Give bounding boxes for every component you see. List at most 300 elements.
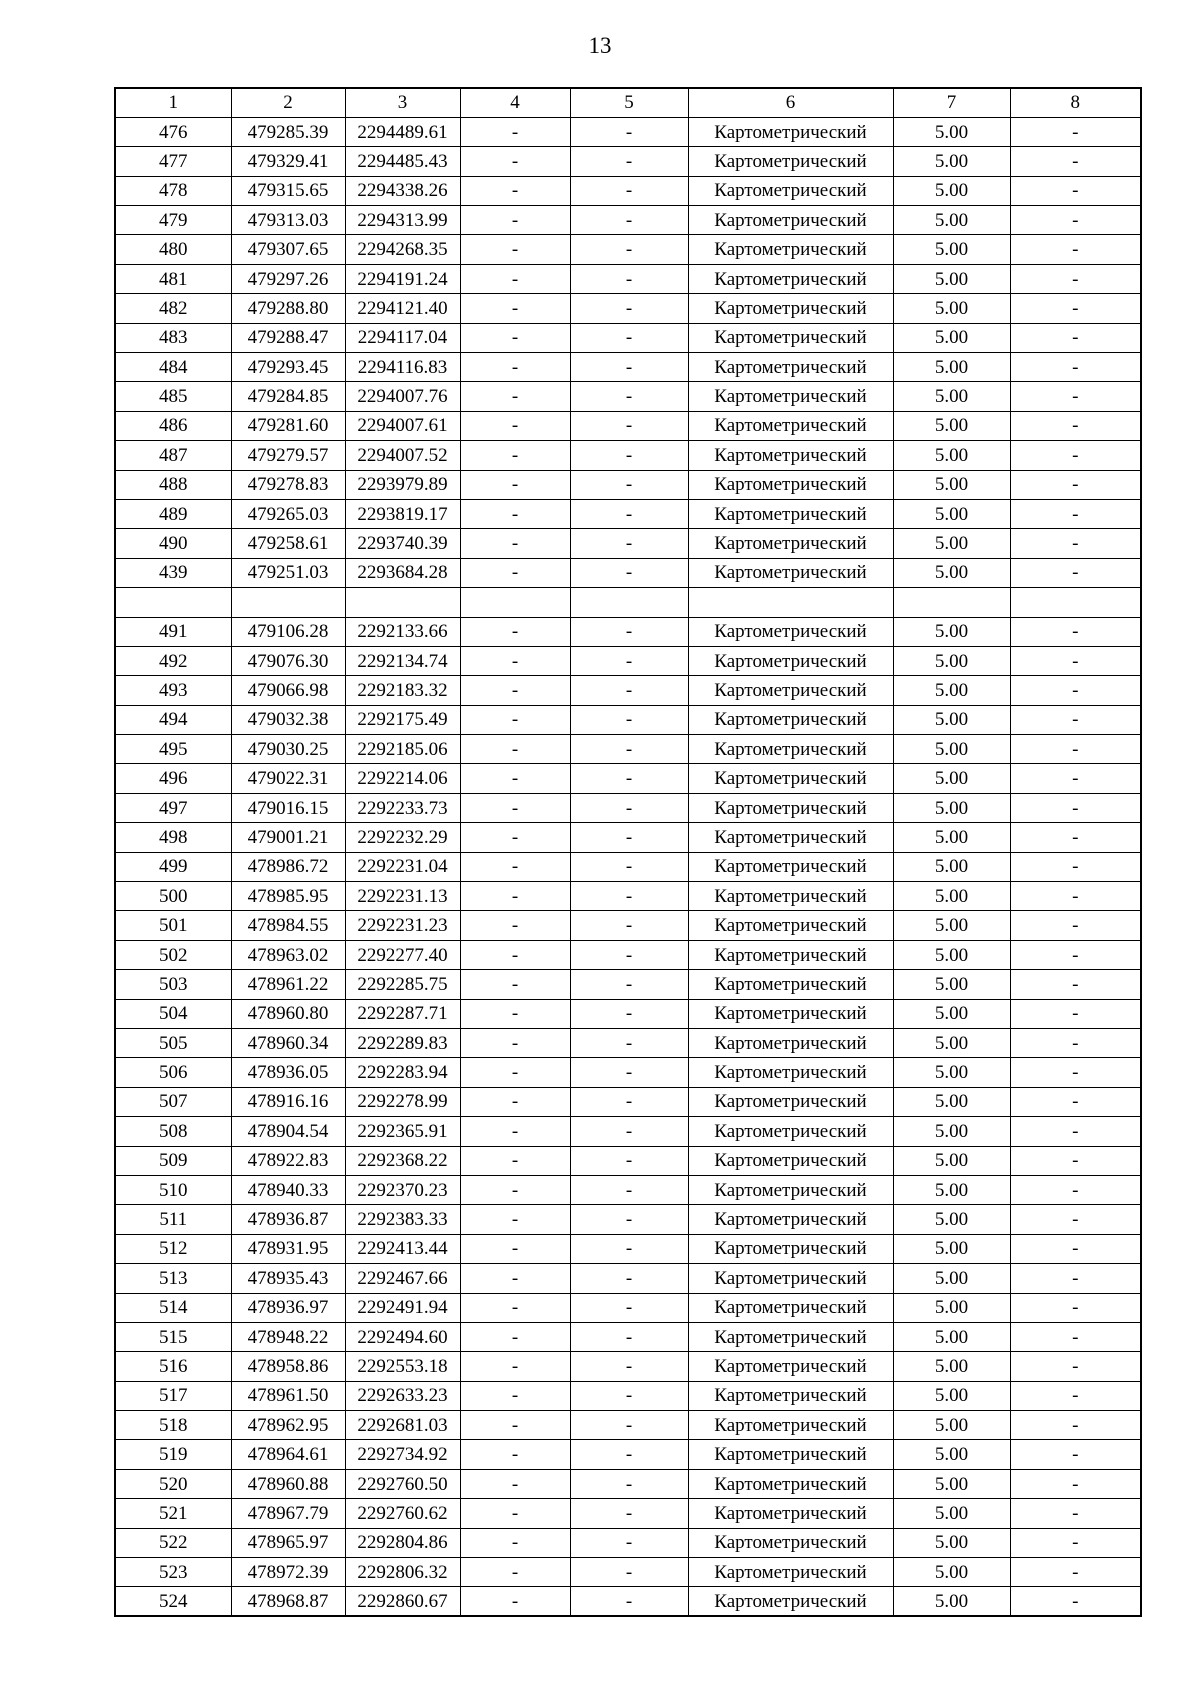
table-row <box>115 117 1141 146</box>
table-cell-col-1: 503 <box>115 970 231 999</box>
table-cell-col-1: 520 <box>115 1469 231 1498</box>
table-cell-col-5: - <box>570 1058 688 1087</box>
table-cell-col-1: 499 <box>115 852 231 881</box>
table-cell-col-3: 2292278.99 <box>345 1087 460 1116</box>
table-cell-col-7: 5.00 <box>893 882 1010 911</box>
table-cell-col-1: 509 <box>115 1146 231 1175</box>
table-cell-col-8: - <box>1010 529 1141 558</box>
table-cell-col-7: 5.00 <box>893 646 1010 675</box>
table-cell-col-4: - <box>460 1528 570 1557</box>
table-cell-col-5: - <box>570 558 688 587</box>
table-cell-col-3: 2294007.52 <box>345 441 460 470</box>
table-row <box>115 852 1141 881</box>
column-header-4: 4 <box>460 88 570 117</box>
table-cell-col-2: 478904.54 <box>231 1117 345 1146</box>
table-cell-col-6: Картометрический <box>688 1558 893 1587</box>
table-cell-col-4: - <box>460 235 570 264</box>
table-cell-col-1: 516 <box>115 1352 231 1381</box>
table-cell-col-6: Картометрический <box>688 558 893 587</box>
table-cell-col-8: - <box>1010 411 1141 440</box>
table-cell-col-8: - <box>1010 764 1141 793</box>
table-cell-col-1: 477 <box>115 147 231 176</box>
table-cell-col-5: - <box>570 1146 688 1175</box>
table-cell-col-3: 2292214.06 <box>345 764 460 793</box>
table-cell-col-1: 506 <box>115 1058 231 1087</box>
table-cell-col-5: - <box>570 264 688 293</box>
table-cell-col-5: - <box>570 1352 688 1381</box>
table-cell-col-4: - <box>460 1234 570 1263</box>
table-cell-col-7: 5.00 <box>893 235 1010 264</box>
table-cell-col-4: - <box>460 117 570 146</box>
table-cell-col-2: 478964.61 <box>231 1440 345 1469</box>
table-cell-col-8: - <box>1010 441 1141 470</box>
table-cell-col-2: 479281.60 <box>231 411 345 440</box>
table-cell-col-7: 5.00 <box>893 1322 1010 1351</box>
table-cell-col-1: 476 <box>115 117 231 146</box>
table-row <box>115 1322 1141 1351</box>
table-cell-col-4: - <box>460 646 570 675</box>
table-cell-col-1: 508 <box>115 1117 231 1146</box>
table-cell-col-8: - <box>1010 294 1141 323</box>
table-cell-col-8: - <box>1010 1029 1141 1058</box>
table-cell-col-3: 2294007.61 <box>345 411 460 440</box>
table-cell-col-2: 478965.97 <box>231 1528 345 1557</box>
table-cell-col-4: - <box>460 1352 570 1381</box>
table-cell-col-6: Картометрический <box>688 235 893 264</box>
table-row <box>115 1411 1141 1440</box>
table-cell-col-2: 478972.39 <box>231 1558 345 1587</box>
table-cell-col-2 <box>231 588 345 617</box>
table-cell-col-6: Картометрический <box>688 764 893 793</box>
table-cell-col-1: 504 <box>115 999 231 1028</box>
table-cell-col-6: Картометрический <box>688 353 893 382</box>
table-cell-col-2: 479001.21 <box>231 823 345 852</box>
table-row <box>115 970 1141 999</box>
table-cell-col-3: 2292287.71 <box>345 999 460 1028</box>
table-cell-col-7: 5.00 <box>893 793 1010 822</box>
table-cell-col-3: 2292491.94 <box>345 1293 460 1322</box>
table-cell-col-2: 479293.45 <box>231 353 345 382</box>
table-cell-col-6: Картометрический <box>688 1381 893 1410</box>
table-row <box>115 411 1141 440</box>
column-header-3: 3 <box>345 88 460 117</box>
table-cell-col-5: - <box>570 970 688 999</box>
table-cell-col-6: Картометрический <box>688 1146 893 1175</box>
table-cell-col-5: - <box>570 441 688 470</box>
table-cell-col-5: - <box>570 999 688 1028</box>
table-cell-col-6: Картометрический <box>688 117 893 146</box>
column-header-8: 8 <box>1010 88 1141 117</box>
table-cell-col-4: - <box>460 1322 570 1351</box>
table-cell-col-7: 5.00 <box>893 1146 1010 1175</box>
table-cell-col-3: 2292553.18 <box>345 1352 460 1381</box>
table-cell-col-3: 2294489.61 <box>345 117 460 146</box>
table-cell-col-6: Картометрический <box>688 499 893 528</box>
table-cell-col-6: Картометрический <box>688 1352 893 1381</box>
table-cell-col-8: - <box>1010 735 1141 764</box>
table-row <box>115 1381 1141 1410</box>
table-cell-col-5: - <box>570 470 688 499</box>
table-cell-col-7: 5.00 <box>893 264 1010 293</box>
table-cell-col-7: 5.00 <box>893 999 1010 1028</box>
table-cell-col-5: - <box>570 1234 688 1263</box>
table-cell-col-6: Картометрический <box>688 441 893 470</box>
table-row <box>115 940 1141 969</box>
table-cell-col-7 <box>893 588 1010 617</box>
table-cell-col-2: 479066.98 <box>231 676 345 705</box>
table-row <box>115 735 1141 764</box>
table-cell-col-7: 5.00 <box>893 441 1010 470</box>
table-cell-col-8: - <box>1010 1352 1141 1381</box>
table-cell-col-4: - <box>460 1499 570 1528</box>
table-cell-col-6: Картометрический <box>688 147 893 176</box>
table-row <box>115 1087 1141 1116</box>
table-cell-col-2: 479278.83 <box>231 470 345 499</box>
table-cell-col-2: 478961.22 <box>231 970 345 999</box>
table-cell-col-3: 2292175.49 <box>345 705 460 734</box>
table-cell-col-5: - <box>570 411 688 440</box>
table-cell-col-4: - <box>460 323 570 352</box>
table-cell-col-1: 491 <box>115 617 231 646</box>
table-cell-col-7: 5.00 <box>893 323 1010 352</box>
table-row <box>115 1234 1141 1263</box>
table-cell-col-3: 2292467.66 <box>345 1264 460 1293</box>
table-row <box>115 646 1141 675</box>
table-cell-col-4: - <box>460 441 570 470</box>
table-cell-col-2: 478916.16 <box>231 1087 345 1116</box>
table-cell-col-1: 481 <box>115 264 231 293</box>
table-cell-col-4: - <box>460 206 570 235</box>
table-cell-col-7: 5.00 <box>893 1087 1010 1116</box>
table-row <box>115 1352 1141 1381</box>
table-cell-col-1: 480 <box>115 235 231 264</box>
table-cell-col-1: 519 <box>115 1440 231 1469</box>
table-cell-col-5: - <box>570 235 688 264</box>
table-cell-col-5: - <box>570 294 688 323</box>
table-cell-col-3: 2292134.74 <box>345 646 460 675</box>
table-cell-col-8: - <box>1010 646 1141 675</box>
table-cell-col-4: - <box>460 735 570 764</box>
table-cell-col-5: - <box>570 911 688 940</box>
table-cell-col-3: 2292760.50 <box>345 1469 460 1498</box>
table-cell-col-4: - <box>460 1205 570 1234</box>
table-cell-col-6: Картометрический <box>688 793 893 822</box>
table-cell-col-4: - <box>460 1087 570 1116</box>
table-cell-col-5: - <box>570 852 688 881</box>
table-cell-col-5: - <box>570 735 688 764</box>
table-cell-col-2: 479288.80 <box>231 294 345 323</box>
table-cell-col-8: - <box>1010 999 1141 1028</box>
table-row <box>115 499 1141 528</box>
table-cell-col-4: - <box>460 353 570 382</box>
table-cell-col-3: 2292804.86 <box>345 1528 460 1557</box>
table-cell-col-6: Картометрический <box>688 852 893 881</box>
table-cell-col-8: - <box>1010 617 1141 646</box>
header-row <box>115 88 1141 117</box>
table-cell-col-7: 5.00 <box>893 176 1010 205</box>
table-cell-col-5: - <box>570 1322 688 1351</box>
table-cell-col-7: 5.00 <box>893 382 1010 411</box>
table-cell-col-5: - <box>570 117 688 146</box>
table-cell-col-1: 518 <box>115 1411 231 1440</box>
table-cell-col-3: 2292413.44 <box>345 1234 460 1263</box>
table-cell-col-3: 2292633.23 <box>345 1381 460 1410</box>
table-cell-col-3: 2292289.83 <box>345 1029 460 1058</box>
table-cell-col-7: 5.00 <box>893 353 1010 382</box>
table-row <box>115 147 1141 176</box>
table-cell-col-2: 478963.02 <box>231 940 345 969</box>
table-row <box>115 206 1141 235</box>
coordinates-table <box>114 87 1142 1617</box>
table-cell-col-7: 5.00 <box>893 617 1010 646</box>
table-cell-col-4: - <box>460 882 570 911</box>
table-row <box>115 999 1141 1028</box>
table-cell-col-3: 2292231.13 <box>345 882 460 911</box>
table-cell-col-1: 498 <box>115 823 231 852</box>
table-cell-col-1: 510 <box>115 1175 231 1204</box>
table-cell-col-3: 2294268.35 <box>345 235 460 264</box>
table-cell-col-2: 478960.88 <box>231 1469 345 1498</box>
table-cell-col-3: 2293979.89 <box>345 470 460 499</box>
table-cell-col-1: 478 <box>115 176 231 205</box>
table-cell-col-6: Картометрический <box>688 911 893 940</box>
column-header-7: 7 <box>893 88 1010 117</box>
table-cell-col-2: 478962.95 <box>231 1411 345 1440</box>
table-cell-col-3: 2292277.40 <box>345 940 460 969</box>
table-cell-col-4: - <box>460 558 570 587</box>
table-row <box>115 1058 1141 1087</box>
table-cell-col-1: 507 <box>115 1087 231 1116</box>
table-cell-col-6: Картометрический <box>688 1264 893 1293</box>
table-cell-col-7: 5.00 <box>893 1528 1010 1557</box>
table-cell-col-6: Картометрический <box>688 1499 893 1528</box>
table-cell-col-2: 479032.38 <box>231 705 345 734</box>
column-header-6: 6 <box>688 88 893 117</box>
table-cell-col-2: 479258.61 <box>231 529 345 558</box>
table-cell-col-5: - <box>570 1587 688 1616</box>
table-cell-col-5: - <box>570 705 688 734</box>
table-cell-col-7: 5.00 <box>893 1440 1010 1469</box>
table-cell-col-8: - <box>1010 1499 1141 1528</box>
table-cell-col-8: - <box>1010 1205 1141 1234</box>
table-cell-col-2: 479279.57 <box>231 441 345 470</box>
table-row <box>115 1117 1141 1146</box>
table-cell-col-6: Картометрический <box>688 1087 893 1116</box>
table-cell-col-8: - <box>1010 147 1141 176</box>
table-cell-col-6: Картометрический <box>688 264 893 293</box>
table-cell-col-2: 479106.28 <box>231 617 345 646</box>
table-cell-col-8: - <box>1010 1558 1141 1587</box>
table-cell-col-7: 5.00 <box>893 852 1010 881</box>
table-cell-col-3: 2292370.23 <box>345 1175 460 1204</box>
column-header-1: 1 <box>115 88 231 117</box>
table-cell-col-8: - <box>1010 1264 1141 1293</box>
table-cell-col-3: 2294121.40 <box>345 294 460 323</box>
table-cell-col-4: - <box>460 999 570 1028</box>
table-cell-col-7: 5.00 <box>893 1117 1010 1146</box>
table-cell-col-8: - <box>1010 852 1141 881</box>
table-cell-col-5: - <box>570 206 688 235</box>
table-cell-col-2: 478968.87 <box>231 1587 345 1616</box>
table-cell-col-1: 501 <box>115 911 231 940</box>
table-cell-col-2: 479297.26 <box>231 264 345 293</box>
table-cell-col-1: 439 <box>115 558 231 587</box>
table-cell-col-7: 5.00 <box>893 117 1010 146</box>
table-header <box>115 88 1141 117</box>
table-cell-col-4: - <box>460 411 570 440</box>
table-cell-col-8: - <box>1010 206 1141 235</box>
table-cell-col-8: - <box>1010 705 1141 734</box>
table-cell-col-3: 2292133.66 <box>345 617 460 646</box>
table-cell-col-5 <box>570 588 688 617</box>
table-cell-col-4: - <box>460 1264 570 1293</box>
table-cell-col-3: 2294191.24 <box>345 264 460 293</box>
table-cell-col-8: - <box>1010 1528 1141 1557</box>
table-cell-col-8: - <box>1010 558 1141 587</box>
table-cell-col-7: 5.00 <box>893 1587 1010 1616</box>
table-cell-col-8: - <box>1010 1117 1141 1146</box>
table-cell-col-6: Картометрический <box>688 323 893 352</box>
table-cell-col-2: 478922.83 <box>231 1146 345 1175</box>
table-cell-col-3: 2292860.67 <box>345 1587 460 1616</box>
table-cell-col-4: - <box>460 823 570 852</box>
table-cell-col-4: - <box>460 1411 570 1440</box>
table-cell-col-4: - <box>460 1175 570 1204</box>
table-cell-col-4: - <box>460 1558 570 1587</box>
table-cell-col-1: 485 <box>115 382 231 411</box>
table-cell-col-7: 5.00 <box>893 911 1010 940</box>
column-header-5: 5 <box>570 88 688 117</box>
table-cell-col-4: - <box>460 147 570 176</box>
table-cell-col-2: 478958.86 <box>231 1352 345 1381</box>
table-cell-col-6: Картометрический <box>688 176 893 205</box>
table-cell-col-2: 478931.95 <box>231 1234 345 1263</box>
table-cell-col-8: - <box>1010 1322 1141 1351</box>
table-row <box>115 1029 1141 1058</box>
table-row <box>115 1205 1141 1234</box>
table-cell-col-1: 511 <box>115 1205 231 1234</box>
table-cell-col-7: 5.00 <box>893 1234 1010 1263</box>
table-row <box>115 1293 1141 1322</box>
table-cell-col-8: - <box>1010 970 1141 999</box>
table-cell-col-3: 2292232.29 <box>345 823 460 852</box>
table-cell-col-3: 2292283.94 <box>345 1058 460 1087</box>
table-cell-col-3: 2294007.76 <box>345 382 460 411</box>
table-cell-col-7: 5.00 <box>893 1411 1010 1440</box>
table-cell-col-1: 500 <box>115 882 231 911</box>
table-body <box>115 117 1141 1616</box>
table-cell-col-8: - <box>1010 264 1141 293</box>
table-cell-col-3: 2292681.03 <box>345 1411 460 1440</box>
table-cell-col-5: - <box>570 382 688 411</box>
table-cell-col-2: 478961.50 <box>231 1381 345 1410</box>
table-cell-col-4 <box>460 588 570 617</box>
table-cell-col-7: 5.00 <box>893 1058 1010 1087</box>
table-cell-col-8: - <box>1010 1087 1141 1116</box>
table-cell-col-2: 479329.41 <box>231 147 345 176</box>
table-cell-col-3: 2292231.04 <box>345 852 460 881</box>
table-cell-col-8: - <box>1010 1469 1141 1498</box>
table-row <box>115 1264 1141 1293</box>
table-cell-col-5: - <box>570 646 688 675</box>
table-cell-col-1: 505 <box>115 1029 231 1058</box>
table-cell-col-7: 5.00 <box>893 1029 1010 1058</box>
table-cell-col-5: - <box>570 323 688 352</box>
table-cell-col-6: Картометрический <box>688 1058 893 1087</box>
table-cell-col-2: 479076.30 <box>231 646 345 675</box>
table-cell-col-3: 2293740.39 <box>345 529 460 558</box>
table-cell-col-3: 2294116.83 <box>345 353 460 382</box>
table-cell-col-4: - <box>460 676 570 705</box>
table-cell-col-3: 2292185.06 <box>345 735 460 764</box>
table-cell-col-1: 487 <box>115 441 231 470</box>
table-row <box>115 1558 1141 1587</box>
table-cell-col-3: 2294485.43 <box>345 147 460 176</box>
table-cell-col-6: Картометрический <box>688 294 893 323</box>
table-cell-col-3: 2292368.22 <box>345 1146 460 1175</box>
table-cell-col-6: Картометрический <box>688 882 893 911</box>
table-cell-col-6: Картометрический <box>688 999 893 1028</box>
table-cell-col-6: Картометрический <box>688 646 893 675</box>
table-cell-col-6: Картометрический <box>688 823 893 852</box>
table-cell-col-6: Картометрический <box>688 1469 893 1498</box>
table-cell-col-3: 2292365.91 <box>345 1117 460 1146</box>
table-cell-col-4: - <box>460 1440 570 1469</box>
table-cell-col-1: 514 <box>115 1293 231 1322</box>
table-cell-col-7: 5.00 <box>893 411 1010 440</box>
table-cell-col-8: - <box>1010 911 1141 940</box>
table-row <box>115 470 1141 499</box>
table-cell-col-8: - <box>1010 1175 1141 1204</box>
table-cell-col-3: 2292494.60 <box>345 1322 460 1351</box>
table-cell-col-1: 521 <box>115 1499 231 1528</box>
table-cell-col-8: - <box>1010 1293 1141 1322</box>
table-cell-col-4: - <box>460 1117 570 1146</box>
table-cell-col-8: - <box>1010 176 1141 205</box>
table-cell-col-8: - <box>1010 1440 1141 1469</box>
table-cell-col-6: Картометрический <box>688 206 893 235</box>
table-cell-col-1: 524 <box>115 1587 231 1616</box>
table-cell-col-2: 479016.15 <box>231 793 345 822</box>
table-cell-col-7: 5.00 <box>893 499 1010 528</box>
table-row <box>115 1175 1141 1204</box>
table-cell-col-4: - <box>460 970 570 999</box>
table-cell-col-2: 478967.79 <box>231 1499 345 1528</box>
table-cell-col-7: 5.00 <box>893 676 1010 705</box>
table-row <box>115 441 1141 470</box>
table-cell-col-6: Картометрический <box>688 940 893 969</box>
table-cell-col-7: 5.00 <box>893 470 1010 499</box>
table-row <box>115 558 1141 587</box>
table-cell-col-7: 5.00 <box>893 764 1010 793</box>
table-row <box>115 382 1141 411</box>
table-cell-col-8 <box>1010 588 1141 617</box>
table-cell-col-7: 5.00 <box>893 206 1010 235</box>
table-cell-col-2: 478986.72 <box>231 852 345 881</box>
table-row <box>115 353 1141 382</box>
table-cell-col-8: - <box>1010 235 1141 264</box>
table-cell-col-5: - <box>570 1205 688 1234</box>
table-row <box>115 793 1141 822</box>
table-cell-col-4: - <box>460 911 570 940</box>
table-cell-col-7: 5.00 <box>893 1499 1010 1528</box>
table-cell-col-6: Картометрический <box>688 411 893 440</box>
table-cell-col-8: - <box>1010 499 1141 528</box>
table-row <box>115 323 1141 352</box>
table-cell-col-1: 523 <box>115 1558 231 1587</box>
table-cell-col-2: 479307.65 <box>231 235 345 264</box>
table-cell-col-2: 478984.55 <box>231 911 345 940</box>
